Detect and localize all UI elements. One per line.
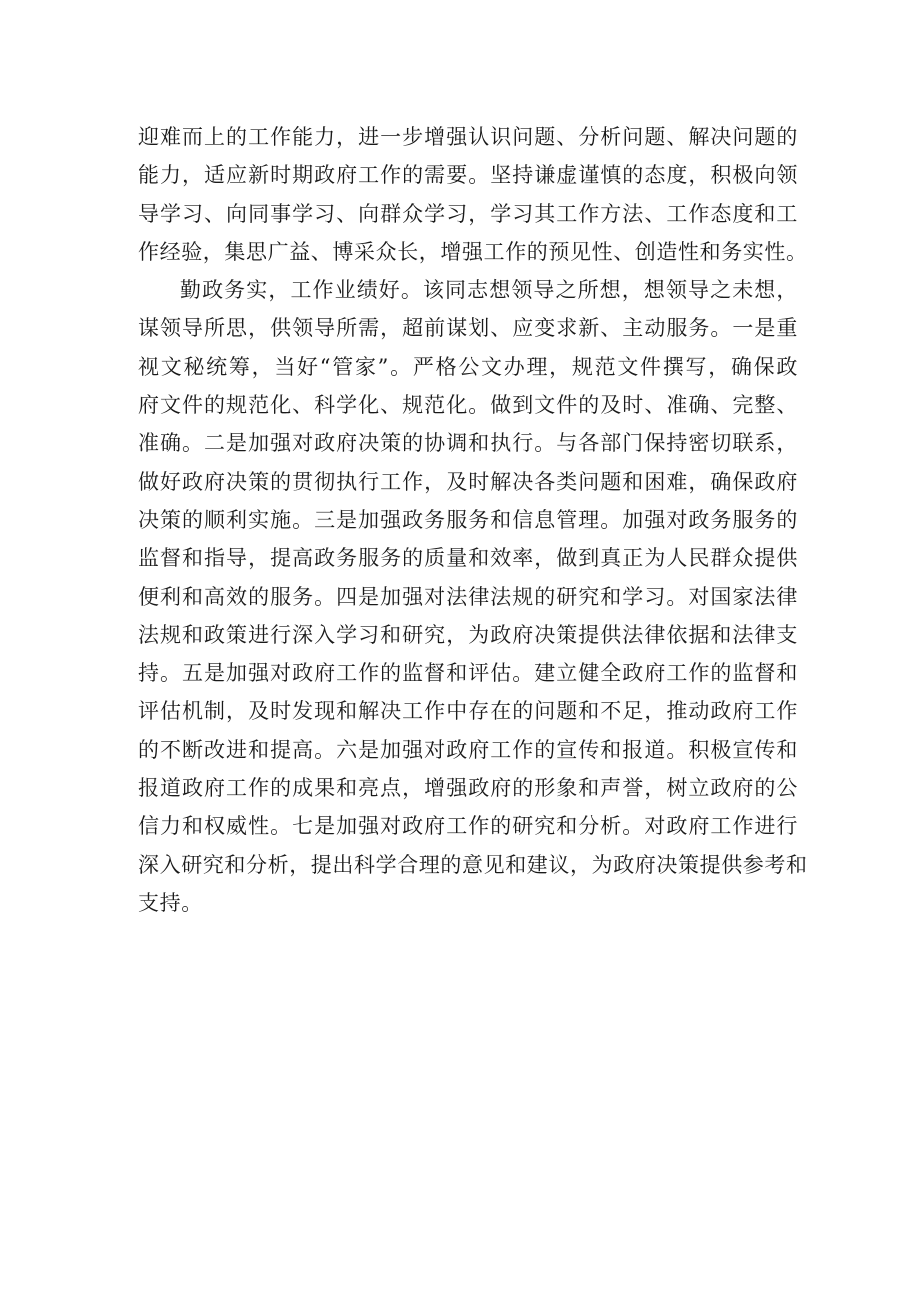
paragraph-line: 报道政府工作的成果和亮点，增强政府的形象和声誉，树立政府的公 — [138, 776, 798, 801]
paragraph-line: 作经验，集思广益、博采众长，增强工作的预见性、创造性和务实性。 — [138, 239, 808, 264]
paragraph-line: 的不断改进和提高。六是加强对政府工作的宣传和报道。积极宣传和 — [138, 737, 798, 762]
paragraph-line: 评估机制，及时发现和解决工作中存在的问题和不足，推动政府工作 — [138, 699, 798, 724]
paragraph-line: 持。五是加强对政府工作的监督和评估。建立健全政府工作的监督和 — [138, 661, 798, 686]
paragraph-line: 决策的顺利实施。三是加强政务服务和信息管理。加强对政务服务的 — [138, 507, 798, 532]
paragraph-line: 迎难而上的工作能力，进一步增强认识问题、分析问题、解决问题的 — [138, 125, 798, 149]
paragraph-line: 做好政府决策的贯彻执行工作，及时解决各类问题和困难，确保政府 — [138, 469, 798, 494]
paragraph-line: 勤政务实，工作业绩好。该同志想领导之所想，想领导之未想， — [180, 278, 798, 303]
paragraph-line: 视文秘统筹，当好“管家”。严格公文办理，规范文件撰写，确保政 — [138, 354, 798, 379]
paragraph-line: 导学习、向同事学习、向群众学习，学习其工作方法、工作态度和工 — [138, 201, 798, 226]
paragraph-line: 深入研究和分析，提出科学合理的意见和建议，为政府决策提供参考和 — [138, 852, 808, 877]
paragraph-line: 能力，适应新时期政府工作的需要。坚持谦虚谨慎的态度，积极向领 — [138, 163, 798, 188]
paragraph-line: 谋领导所思，供领导所需，超前谋划、应变求新、主动服务。一是重 — [138, 316, 798, 341]
paragraph-line: 支持。 — [138, 890, 203, 915]
document-body — [138, 118, 808, 922]
paragraph-line: 信力和权威性。七是加强对政府工作的研究和分析。对政府工作进行 — [138, 814, 798, 839]
paragraph-line: 便利和高效的服务。四是加强对法律法规的研究和学习。对国家法律 — [138, 584, 798, 609]
paragraph-line: 法规和政策进行深入学习和研究，为政府决策提供法律依据和法律支 — [138, 622, 798, 647]
paragraph-line: 监督和指导，提高政务服务的质量和效率，做到真正为人民群众提供 — [138, 546, 798, 571]
paragraph-line: 准确。二是加强对政府决策的协调和执行。与各部门保持密切联系， — [138, 431, 798, 456]
paragraph-line: 府文件的规范化、科学化、规范化。做到文件的及时、准确、完整、 — [138, 393, 798, 418]
paragraph-1 — [138, 118, 808, 271]
paragraph-2 — [138, 271, 808, 922]
